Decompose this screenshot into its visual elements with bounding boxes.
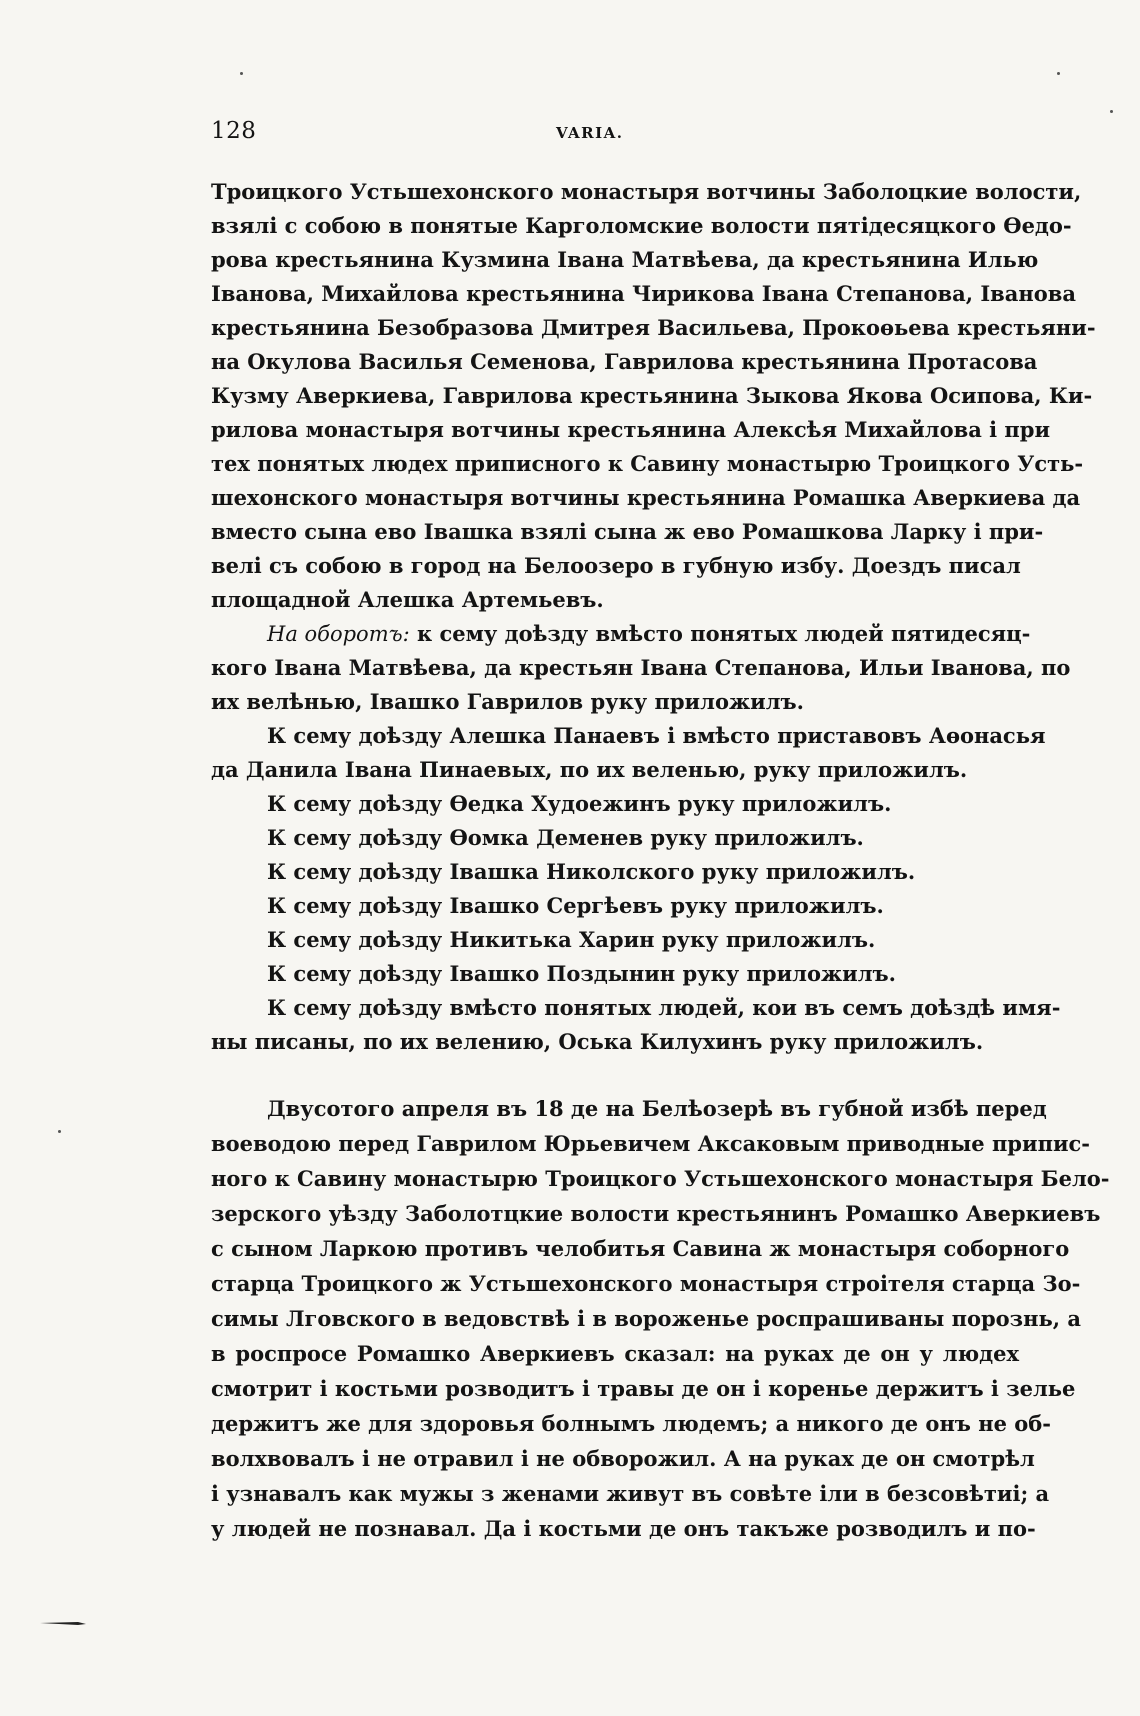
line-text: К сему доѣзду Никитька Харин руку приложилъ. xyxy=(267,927,876,952)
page-number: 128 xyxy=(211,118,257,144)
text-line xyxy=(211,1406,1051,1441)
text-line xyxy=(211,787,1019,821)
text-line xyxy=(211,243,1039,277)
line-text: К сему доѣзду Івашко Поздынин руку приложилъ. xyxy=(267,961,896,986)
text-line xyxy=(211,1231,1070,1266)
line-text: тех понятых людех приписного к Савину монастырю Троицкого Усть- xyxy=(211,451,1084,476)
line-text: старца Троицкого ж Устьшехонского монастыря строітеля старца Зо- xyxy=(211,1271,1081,1296)
line-text: симы Лговского в ведовствѣ і в вороженье роспрашиваны порознь, а xyxy=(211,1306,1081,1331)
text-line xyxy=(211,175,1082,209)
line-text: да Данила Івана Пинаевых, по их веленью, руку приложилъ. xyxy=(211,757,968,782)
section-gap xyxy=(211,1059,1019,1091)
line-text: Кузму Аверкиева, Гаврилова крестьянина Зыкова Якова Осипова, Ки- xyxy=(211,383,1093,408)
page-header xyxy=(211,118,1019,152)
text-line xyxy=(211,1091,1047,1126)
line-text: ного к Савину монастырю Троицкого Устьшехонского монастыря Бело- xyxy=(211,1166,1110,1191)
line-text: смотрит і костьми розводитъ і травы де он і коренье держитъ і зелье xyxy=(211,1376,1076,1401)
line-text: Двусотого апреля въ 18 де на Белѣозерѣ въ губной избѣ перед xyxy=(267,1096,1047,1121)
text-line xyxy=(211,1266,1081,1301)
text-line xyxy=(211,991,1061,1025)
line-text: К сему доѣзду Өомка Деменев руку приложилъ. xyxy=(267,825,864,850)
text-line xyxy=(211,855,1019,889)
text-line xyxy=(211,923,1019,957)
line-text: Троицкого Устьшехонского монастыря вотчины Заболоцкие волости, xyxy=(211,179,1082,204)
text-line xyxy=(211,515,1044,549)
line-text: К сему доѣзду вмѣсто понятых людей, кои въ семъ доѣздѣ имя- xyxy=(267,995,1061,1020)
body-text xyxy=(211,175,1110,1546)
paper-speck xyxy=(1110,110,1113,113)
line-text: ны писаны, по их велению, Оська Килухинъ руку приложилъ. xyxy=(211,1029,984,1054)
text-section-1 xyxy=(211,175,1096,1059)
text-line xyxy=(211,413,1051,447)
text-section-2 xyxy=(211,1091,1110,1546)
text-line xyxy=(211,1301,1081,1336)
line-text: к сему доѣзду вмѣсто понятых людей пятидесяц- xyxy=(409,621,1031,646)
text-line xyxy=(211,549,1019,583)
text-line xyxy=(211,583,1019,617)
text-line xyxy=(211,651,1071,685)
text-line xyxy=(211,209,1072,243)
text-line xyxy=(211,1196,1101,1231)
line-text: на Окулова Василья Семенова, Гаврилова крестьянина Протасова xyxy=(211,349,1038,374)
text-line xyxy=(211,345,1038,379)
text-line xyxy=(211,1336,1019,1371)
margin-dash-mark xyxy=(38,1620,88,1626)
text-line xyxy=(211,889,1019,923)
line-text: велі съ собою в город на Белоозеро в губную избу. Доездъ писал xyxy=(211,553,1021,578)
text-line xyxy=(211,719,1046,753)
line-text: К сему доѣзду Алешка Панаевъ і вмѣсто приставовъ Аөонасья xyxy=(267,723,1046,748)
text-line xyxy=(211,311,1096,345)
text-line xyxy=(211,1161,1110,1196)
line-text: рова крестьянина Кузмина Івана Матвѣева, да крестьянина Илью xyxy=(211,247,1039,272)
text-line xyxy=(211,1371,1076,1406)
text-line xyxy=(211,617,1031,651)
text-line xyxy=(211,685,1019,719)
text-line xyxy=(211,753,1019,787)
line-text: рилова монастыря вотчины крестьянина Алексѣя Михайлова і при xyxy=(211,417,1051,442)
line-text: Іванова, Михайлова крестьянина Чирикова Івана Степанова, Іванова xyxy=(211,281,1076,306)
line-text: с сыном Ларкою противъ челобитья Савина ж монастыря соборного xyxy=(211,1236,1070,1261)
text-line xyxy=(211,1126,1091,1161)
line-text: шехонского монастыря вотчины крестьянина Ромашка Аверкиева да xyxy=(211,485,1081,510)
text-line xyxy=(211,821,1019,855)
line-text: их велѣнью, Івашко Гаврилов руку приложилъ. xyxy=(211,689,804,714)
paper-speck xyxy=(1057,72,1060,75)
running-title: VARIA. xyxy=(556,124,624,142)
line-text: К сему доѣзду Івашка Николского руку приложилъ. xyxy=(267,859,916,884)
italic-lead-phrase: На оборотъ: xyxy=(267,622,410,646)
line-text: К сему доѣзду Өедка Худоежинъ руку приложилъ. xyxy=(267,791,892,816)
text-line xyxy=(211,379,1093,413)
text-line xyxy=(211,447,1084,481)
paper-speck xyxy=(240,72,243,75)
line-text: крестьянина Безобразова Дмитрея Васильева, Прокоөьева крестьяни- xyxy=(211,315,1096,340)
line-text: К сему доѣзду Івашко Сергѣевъ руку приложилъ. xyxy=(267,893,884,918)
text-line xyxy=(211,1476,1050,1511)
line-text: площадной Алешка Артемьевъ. xyxy=(211,587,604,612)
text-line xyxy=(211,481,1081,515)
paper-speck xyxy=(58,1130,61,1133)
line-text: кого Івана Матвѣева, да крестьян Івана Степанова, Ильи Іванова, по xyxy=(211,655,1071,680)
line-text: держитъ же для здоровья болнымъ людемъ; а никого де онъ не об- xyxy=(211,1411,1051,1436)
text-line xyxy=(211,1511,1036,1546)
text-line xyxy=(211,1441,1035,1476)
line-text: воеводою перед Гаврилом Юрьевичем Аксаковым приводные припис- xyxy=(211,1131,1091,1156)
text-line xyxy=(211,277,1076,311)
line-text: взялі с собою в понятые Карголомские волости пятідесяцкого Өедо- xyxy=(211,213,1072,238)
text-line xyxy=(211,957,1019,991)
line-text: в роспросе Ромашко Аверкиевъ сказал: на руках де он у людех xyxy=(211,1341,1019,1366)
line-text: і узнавалъ как мужы з женами живут въ совѣте іли в безсовѣтиі; а xyxy=(211,1481,1050,1506)
text-line xyxy=(211,1025,1019,1059)
line-text: зерского уѣзду Заболотцкие волости крестьянинъ Ромашко Аверкиевъ xyxy=(211,1201,1101,1226)
line-text: вместо сына ево Івашка взялі сына ж ево Ромашкова Ларку і при- xyxy=(211,519,1044,544)
line-text: у людей не познавал. Да і костьми де онъ такъже розводилъ и по- xyxy=(211,1516,1036,1541)
line-text: волхвовалъ і не отравил і не обворожил. А на руках де он смотрѣл xyxy=(211,1446,1035,1471)
